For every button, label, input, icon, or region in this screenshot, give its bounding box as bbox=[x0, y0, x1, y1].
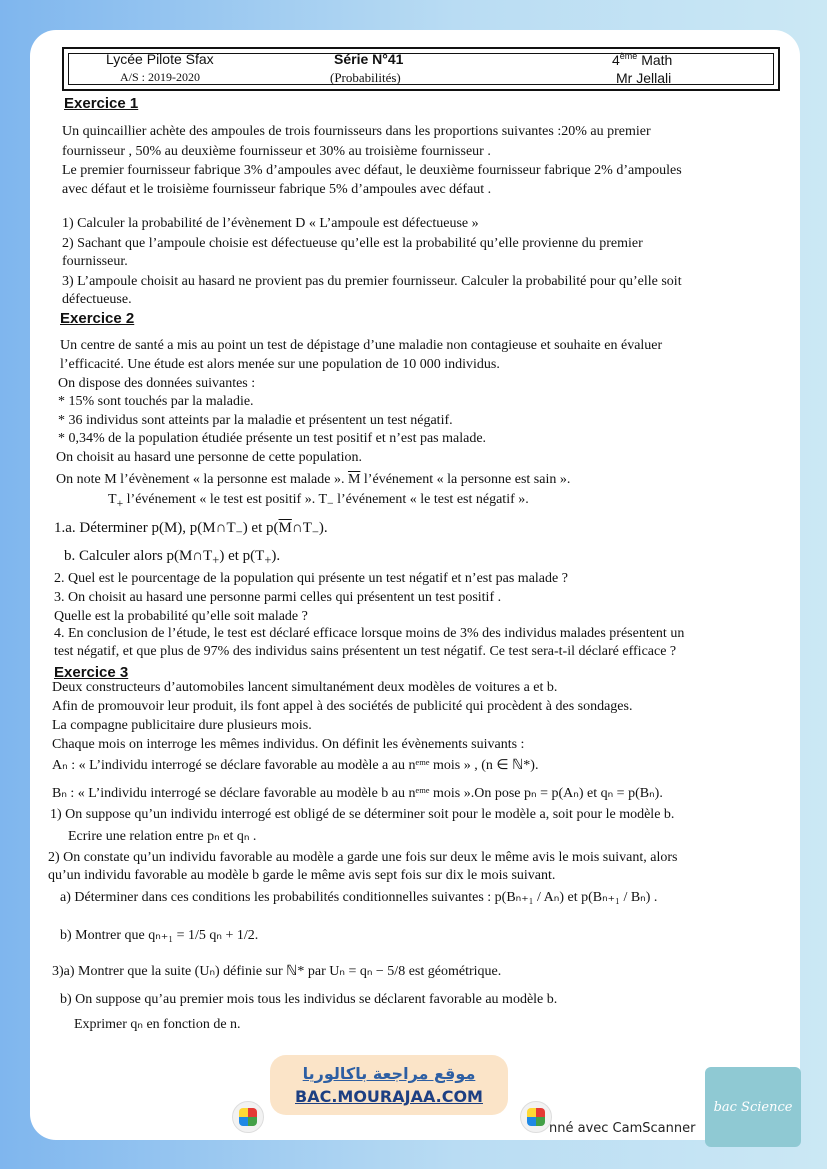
event-m-definition: On note M l’évènement « la personne est malade ». bbox=[56, 472, 348, 487]
ex2-question-1b bbox=[64, 548, 280, 568]
q1a-part: ∩T bbox=[291, 520, 312, 536]
event-t-minus-definition: l’événement « le test est négatif ». bbox=[333, 492, 529, 507]
ex2-question-4-cont: test négatif, et que plus de 97% des individus sains présentent un test négatif. Ce test sera-t-il déclaré efficace ? bbox=[54, 644, 677, 659]
ex1-question-3: 3) L’ampoule choisit au hasard ne provient pas du premier fournisseur. Calculer la probabilité pour qu’elle soit bbox=[62, 274, 682, 289]
ex3-question-2: 2) On constate qu’un individu favorable au modèle a garde une fois sur deux le même avis le mois suivant, alors bbox=[48, 850, 678, 865]
document-header bbox=[62, 47, 780, 91]
q1b-part: ) et p(T bbox=[219, 548, 265, 564]
ex2-question-4: 4. En conclusion de l’étude, le test est déclaré efficace lorsque moins de 3% des individus malades présentent un bbox=[54, 626, 685, 641]
ex3-text-line: Afin de promouvoir leur produit, ils font appel à des sociétés de publicité qui procèdent à des sondages. bbox=[52, 699, 633, 714]
class-name: Math bbox=[641, 52, 673, 68]
series-number: Série N°41 bbox=[334, 51, 404, 67]
q1a-part: ). bbox=[318, 520, 328, 536]
event-m-bar: $\overline{M}$ bbox=[347, 472, 361, 487]
ex3-question-2a: a) Déterminer dans ces conditions les probabilités conditionnelles suivantes : p(Bₙ₊₁ / Aₙ) et p(Bₙ₊₁ / Bₙ) . bbox=[60, 890, 658, 905]
ex2-question-3: 3. On choisit au hasard une personne parmi celles qui présentent un test positif . bbox=[54, 590, 502, 605]
document-page bbox=[30, 30, 800, 1140]
class-number: 4 bbox=[612, 52, 620, 68]
q1a-sub: − bbox=[311, 525, 319, 539]
ex1-paragraph-line: avec défaut et le troisième fournisseur fabrique 5% d’ampoules avec défaut . bbox=[62, 182, 492, 197]
q1b-sub: + bbox=[212, 553, 220, 567]
ex1-paragraph-line: fournisseur , 50% au deuxième fournisseur et 30% au troisième fournisseur . bbox=[62, 144, 491, 159]
ex1-question-2-cont: fournisseur. bbox=[62, 254, 128, 269]
exercise-1-title: Exercice 1 bbox=[64, 95, 139, 112]
ex2-text-line: On dispose des données suivantes : bbox=[58, 376, 256, 391]
teacher-name: Mr Jellali bbox=[616, 70, 672, 86]
t-plus-sub: + bbox=[116, 496, 124, 510]
ex2-text-line: Un centre de santé a mis au point un test de dépistage d’une maladie non contagieuse et souhaite en évaluer bbox=[60, 338, 663, 353]
ex3-question-1: 1) On suppose qu’un individu interrogé est obligé de se déterminer soit pour le modèle a, soit pour le modèle b. bbox=[50, 807, 675, 822]
series-subject: (Probabilités) bbox=[330, 70, 401, 85]
q1a-part: 1.a. Déterminer p(M), p(M∩T bbox=[54, 520, 236, 536]
ex1-paragraph-line: Le premier fournisseur fabrique 3% d’ampoules avec défaut, le deuxième fournisseur fabrique 2% d’ampoules bbox=[62, 163, 682, 178]
banner-arabic-text[interactable]: موقع مراجعة باكالوريا bbox=[302, 1064, 476, 1083]
ex3-text-line: Chaque mois on interroge les mêmes individus. On définit les évènements suivants : bbox=[52, 737, 525, 752]
exercise-2-title: Exercice 2 bbox=[60, 310, 135, 327]
ex2-bullet: * 0,34% de la population étudiée présente un test positif et n’est pas malade. bbox=[58, 431, 487, 446]
ex2-bullet: * 15% sont touchés par la maladie. bbox=[58, 394, 254, 409]
ex3-question-3b: b) On suppose qu’au premier mois tous les individus se déclarent favorable au modèle b. bbox=[60, 992, 558, 1007]
banner-url[interactable]: BAC.MOURAJAA.COM bbox=[295, 1087, 483, 1106]
school-name: Lycée Pilote Sfax bbox=[106, 51, 214, 67]
ex3-text-line: Deux constructeurs d’automobiles lancent simultanément deux modèles de voitures a et b. bbox=[52, 680, 558, 695]
exercise-3-title: Exercice 3 bbox=[54, 664, 129, 681]
q1a-bar: $\overline{M}$ bbox=[278, 520, 292, 536]
q1a-sub: − bbox=[235, 525, 243, 539]
site-logo-icon bbox=[520, 1101, 552, 1133]
q1b-part: b. Calculer alors p(M∩T bbox=[64, 548, 213, 564]
class-superscript: ème bbox=[619, 51, 638, 61]
q1b-sub: + bbox=[264, 553, 272, 567]
event-t-plus-definition: l’événement « le test est positif ». T bbox=[123, 492, 328, 507]
ex1-question-3-cont: défectueuse. bbox=[62, 292, 132, 307]
school-year: A/S : 2019-2020 bbox=[120, 70, 201, 84]
t-minus-sub: − bbox=[327, 496, 334, 510]
ex3-question-2-cont: qu’un individu favorable au modèle b garde le même avis sept fois sur dix le mois suivant. bbox=[48, 868, 556, 883]
ex2-bullet: * 36 individus sont atteints par la maladie et présentent un test négatif. bbox=[58, 413, 453, 428]
ex3-question-2b: b) Montrer que qₙ₊₁ = 1/5 qₙ + 1/2. bbox=[60, 928, 259, 943]
ex2-test-events bbox=[108, 492, 529, 512]
event-m-bar-definition: l’événement « la personne est sain ». bbox=[360, 472, 571, 487]
ex3-event-b: Bₙ : « L’individu interrogé se déclare favorable au modèle b au nᵉᵐᵉ mois ».On pose pₙ = p(Aₙ) et qₙ = p(Bₙ). bbox=[52, 786, 663, 801]
q1b-part: ). bbox=[271, 548, 281, 564]
ex3-question-3b-cont: Exprimer qₙ en fonction de n. bbox=[74, 1017, 241, 1032]
ex2-event-definitions bbox=[56, 472, 570, 488]
ex1-question-2: 2) Sachant que l’ampoule choisie est défectueuse qu’elle est la probabilité qu’elle provienne du premier bbox=[62, 236, 643, 251]
ex2-question-2: 2. Quel est le pourcentage de la population qui présente un test négatif et n’est pas malade ? bbox=[54, 571, 568, 586]
ex3-event-a: Aₙ : « L’individu interrogé se déclare favorable au modèle a au nᵉᵐᵉ mois » , (n ∈ ℕ*). bbox=[52, 758, 539, 773]
ex2-question-3-cont: Quelle est la probabilité qu’elle soit malade ? bbox=[54, 609, 308, 624]
event-t-plus: T bbox=[108, 492, 117, 507]
ex2-question-1a bbox=[54, 520, 328, 540]
ex3-question-1-cont: Ecrire une relation entre pₙ et qₙ . bbox=[68, 829, 257, 844]
bac-science-badge: bac Science bbox=[705, 1067, 801, 1147]
camscanner-watermark: nné avec CamScanner bbox=[549, 1121, 696, 1136]
q1a-part: ) et p( bbox=[242, 520, 279, 536]
ex1-paragraph-line: Un quincaillier achète des ampoules de trois fournisseurs dans les proportions suivantes :20% au premier bbox=[62, 124, 651, 139]
site-banner[interactable] bbox=[270, 1055, 508, 1115]
ex2-text-line: l’efficacité. Une étude est alors menée sur une population de 10 000 individus. bbox=[60, 357, 500, 372]
ex3-question-3a: 3)a) Montrer que la suite (Uₙ) définie sur ℕ* par Uₙ = qₙ − 5/8 est géométrique. bbox=[52, 964, 502, 979]
site-logo-icon bbox=[232, 1101, 264, 1133]
ex1-question-1: 1) Calculer la probabilité de l’évènement D « L’ampoule est défectueuse » bbox=[62, 216, 479, 231]
ex3-text-line: La compagne publicitaire dure plusieurs mois. bbox=[52, 718, 312, 733]
class-level bbox=[612, 51, 672, 68]
ex2-text-line: On choisit au hasard une personne de cette population. bbox=[56, 450, 362, 465]
